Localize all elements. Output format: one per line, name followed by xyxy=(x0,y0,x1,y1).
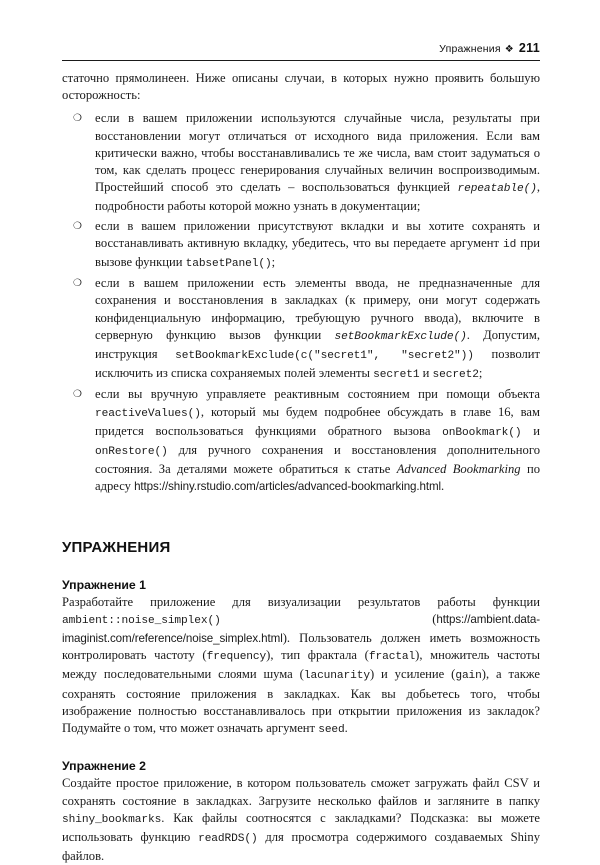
bullet-text-part: для ручного сохранения и восстановления дополнительного состояния. За деталями можете обратиться к статье xyxy=(95,443,540,477)
bullet-text-part: ; xyxy=(271,255,276,270)
exercise-2-block xyxy=(62,759,540,865)
inline-code-tabsetpanel: tabsetPanel() xyxy=(185,258,272,271)
bullet-text-part: и xyxy=(521,423,540,438)
bullet-text-part: если в вашем приложении есть элементы ввода, не предназначенные для сохранения и восстановления в закладках (к примеру, они могут содержать конфиденциальную информацию, требующую ручного ввода), включите в серверную функцию вызов функции xyxy=(95,276,540,342)
inline-code-secret2: secret2 xyxy=(432,369,479,382)
link-advanced-bookmarking[interactable]: https://shiny.rstudio.com/articles/advanced-bookmarking.html xyxy=(134,480,442,494)
exercise-text-part: для просмотра содержимого создаваемых Shiny файлов. xyxy=(62,829,541,864)
bullet-text-part: если вы вручную управляете реактивным состоянием при помощи объекта xyxy=(95,387,540,402)
body-column xyxy=(62,70,540,865)
page-title: упражнения xyxy=(62,533,171,557)
inline-code-reactivevalues: reactiveValues() xyxy=(95,407,201,420)
warnings-list xyxy=(62,110,540,495)
inline-code-id: id xyxy=(502,238,517,251)
intro-paragraph: статочно прямолинеен. Ниже описаны случаи, в которых нужно проявить большую осторожность: xyxy=(62,71,540,103)
list-item-random-numbers xyxy=(62,110,540,215)
bullet-text-part: ; xyxy=(478,366,483,381)
bullet-text-part: при вызове функции xyxy=(95,235,540,270)
bullet-text-part: . xyxy=(441,479,445,494)
exercise-1-heading: Упражнение 1 xyxy=(62,577,147,592)
heading-spacer xyxy=(62,498,540,534)
inline-code-frequency: frequency xyxy=(206,651,267,664)
exercise-text-part: . xyxy=(344,721,348,736)
page-number: 211 xyxy=(518,41,540,55)
inline-code-setbookmarkexclude-call: setBookmarkExclude(c("secret1", "secret2")) xyxy=(175,350,474,363)
hollow-circle-bullet-icon: ❍ xyxy=(73,113,82,125)
bullet-text-part: , который мы будем подробнее обсуждать в главе 16, вам придется воспользоваться функциями обратного вызова xyxy=(95,404,540,438)
inline-code-lacunarity: lacunarity xyxy=(303,670,370,683)
article-title-advanced-bookmarking: Advanced Bookmarking xyxy=(396,462,521,477)
exercise-text-part: ). Пользователь должен иметь возможность контролировать частоту ( xyxy=(62,631,540,663)
header-divider xyxy=(62,60,540,61)
inline-code-readrds: readRDS() xyxy=(198,832,258,845)
floret-icon: ❖ xyxy=(504,43,514,55)
exercise-2-heading: Упражнение 2 xyxy=(62,759,147,774)
hollow-circle-bullet-icon: ❍ xyxy=(73,220,82,232)
hollow-circle-bullet-icon: ❍ xyxy=(73,389,82,401)
inline-code-repeatable: repeatable() xyxy=(457,183,537,196)
exercise-text-part: Разработайте приложение для визуализации результатов работы функции xyxy=(62,594,540,609)
running-header xyxy=(62,41,540,55)
list-item-tabs xyxy=(62,218,540,274)
bullet-text-part: позволит исключить из списка сохраняемых полей элементы xyxy=(95,347,540,381)
inline-code-gain: gain xyxy=(455,670,482,683)
bullet-text-part: если в вашем приложении используются случайные числа, результаты при восстановлении могут отличаться от исходного вида приложения. Если вам критически важно, чтобы восстанавливались те же числа, вам стоит задуматься о том, как сделать процесс генерирования случайных величин воспроизводимым. Простейший способ это сделать – воспользоваться функцией xyxy=(95,111,540,195)
bullet-text-part: если в вашем приложении присутствуют вкладки и вы хотите сохранять и восстанавливать активную вкладку, убедитесь, что вы передаете аргумент xyxy=(95,218,540,250)
exercise-1-block xyxy=(62,578,540,740)
exercise-text-part: ), множитель частоты между последовательными слоями шума ( xyxy=(62,648,540,682)
bullet-text-part: . Допустим, инструкция xyxy=(95,327,540,362)
running-header-title: Упражнения xyxy=(439,43,501,55)
bullet-text-part: по адресу xyxy=(95,462,540,494)
inline-code-setbookmarkexclude-italic: setBookmarkExclude() xyxy=(334,330,467,343)
inline-code-seed: seed xyxy=(318,724,345,737)
bullet-text-part: и xyxy=(419,366,433,381)
inline-code-onrestore: onRestore() xyxy=(95,446,168,459)
inline-code-noise-simplex: ambient::noise_simplex() xyxy=(62,614,221,627)
list-item-reactive-values xyxy=(62,386,540,495)
list-item-exclude xyxy=(62,275,540,384)
exercise-text-part: ), тип фрактала ( xyxy=(266,648,369,663)
exercise-text-part: ), а также сохранять состояние приложения в закладках. Как вы добьетесь того, чтобы изображение полностью восстанавливалось при открытии приложения из закладок? Подумайте о том, что может означать аргумент xyxy=(62,667,540,736)
inline-code-onbookmark: onBookmark() xyxy=(442,426,522,439)
exercise-text-part: . Как файлы соотносятся с закладками? Подсказка: вы можете использовать функцию xyxy=(62,810,540,844)
exercise-text-part: ) и усиление ( xyxy=(369,667,456,682)
inline-code-shiny-bookmarks: shiny_bookmarks xyxy=(62,813,162,826)
exercise-text-part: ( xyxy=(220,611,437,626)
exercise-text-part: Создайте простое приложение, в котором пользователь сможет загружать файл CSV и сохранять состояние в закладках. Загрузите несколько файлов и загляните в папку xyxy=(62,776,540,808)
exercise-1-text xyxy=(62,594,540,740)
link-noise-simplex-docs[interactable]: https://ambient.data-imaginist.com/reference/noise_simplex.html xyxy=(62,612,540,646)
inline-code-secret1: secret1 xyxy=(373,369,420,382)
bullet-text-part: , подробности работы которой можно узнать в документации; xyxy=(95,180,540,214)
exercise-2-text xyxy=(62,775,540,865)
inline-code-fractal: fractal xyxy=(368,651,416,664)
hollow-circle-bullet-icon: ❍ xyxy=(73,278,82,290)
